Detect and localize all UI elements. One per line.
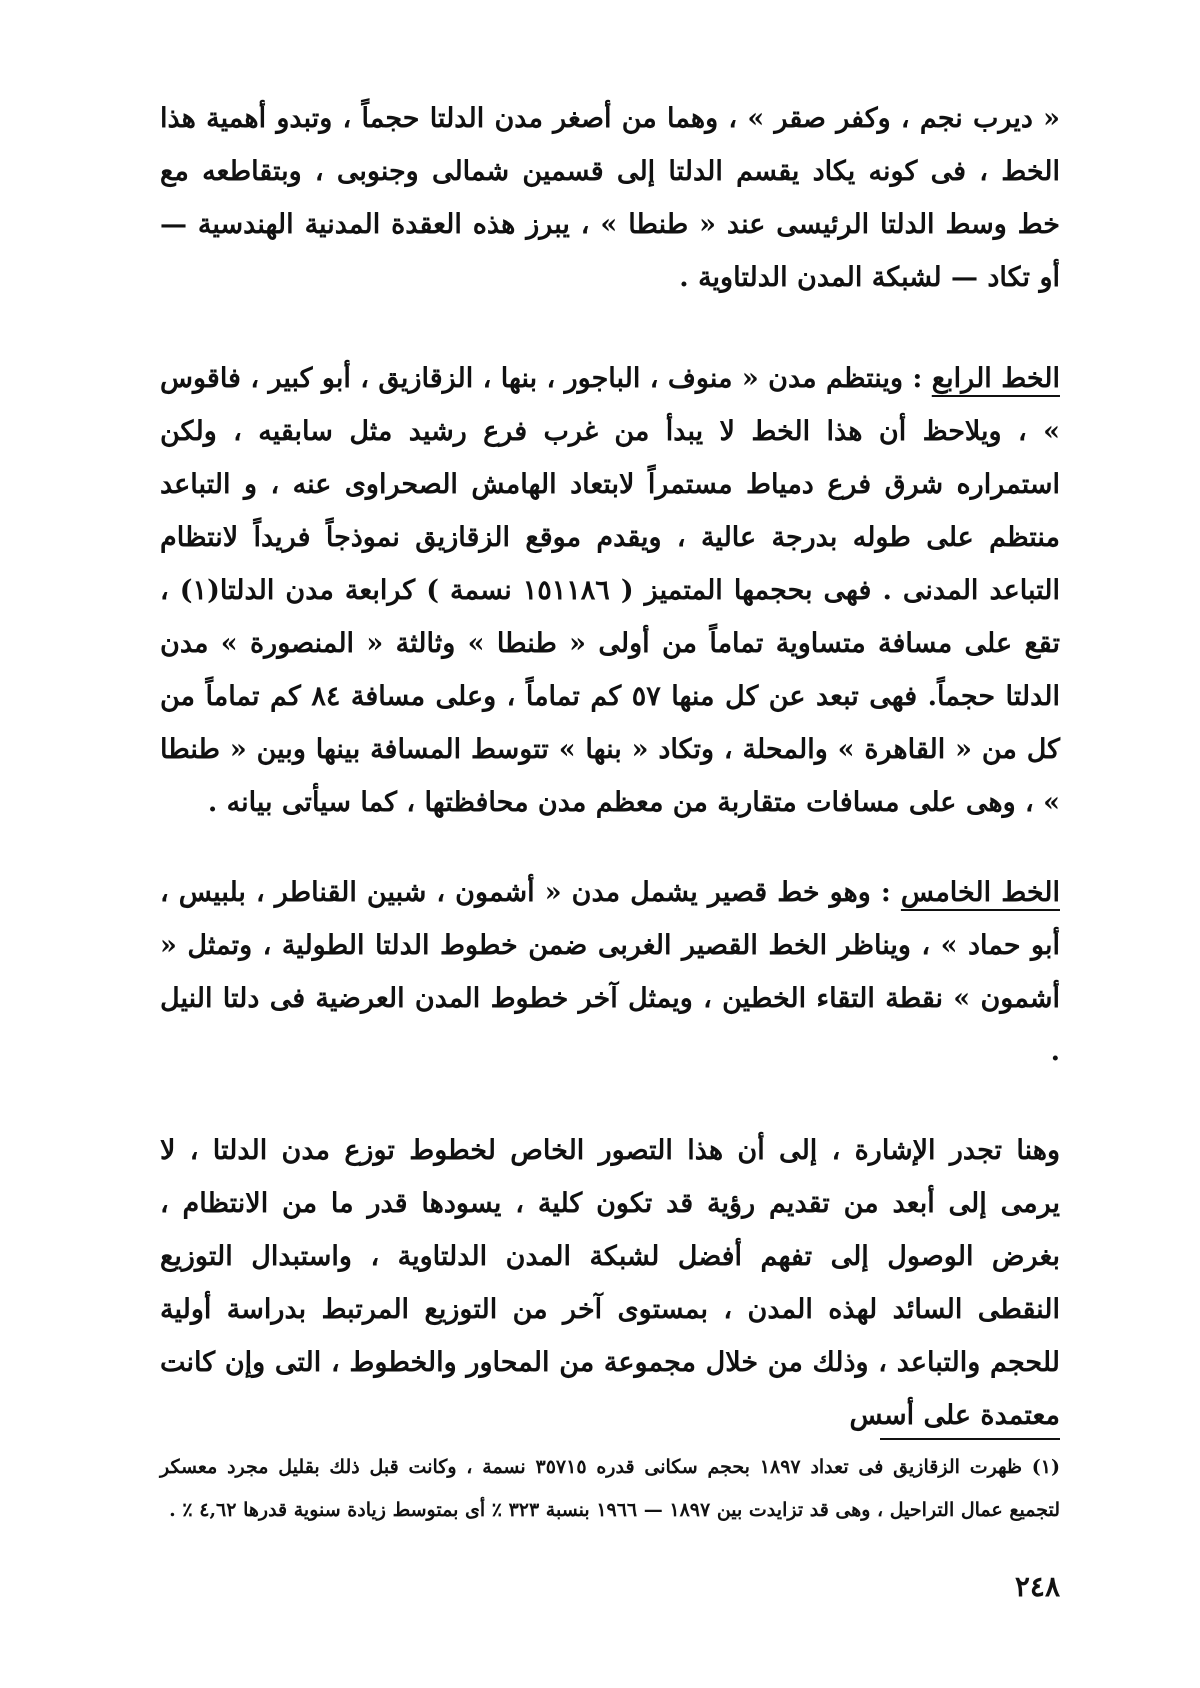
paragraph-4 [160,1124,1060,1442]
paragraph-1 [160,92,1060,304]
paragraph-4-text: وهنا تجدر الإشارة ، إلى أن هذا التصور الخاص لخطوط توزع مدن الدلتا ، لا يرمى إلى أبعد من تقديم رؤية قد تكون كلية ، يسودها قدر ما من الانتظام ، بغرض الوصول إلى تفهم أفضل لشبكة المدن الدلتاوية ، واستبدال التوزيع النقطى السائد لهذه المدن ، بمستوى آخر من التوزيع المرتبط بدراسة أولية للحجم والتباعد ، وذلك من خلال مجموعة من المحاور والخطوط ، التى وإن كانت معتمدة على أسس [160,1135,1060,1431]
page-number: ٢٤٨ [1014,1570,1060,1603]
footnote-divider [880,1438,1060,1440]
section-heading-fifth-line: الخط الخامس [900,877,1060,908]
paragraph-2 [160,352,1060,829]
section-heading-fourth-line: الخط الرابع [931,363,1060,394]
paragraph-2-text: : وينتظم مدن « منوف ، الباجور ، بنها ، الزقازيق ، أبو كبير ، فاقوس » ، ويلاحظ أن هذا الخط لا يبدأ من غرب فرع رشيد مثل سابقيه ، ولكن استمراره شرق فرع دمياط مستمراً لابتعاد الهامش الصحراوى عنه ، و التباعد منتظم على طوله بدرجة عالية ، ويقدم موقع الزقازيق نموذجاً فريداً لانتظام التباعد المدنى . فهى بحجمها المتميز ( ١٥١١٨٦ نسمة ) كرابعة مدن الدلتا(١) ، تقع على مسافة متساوية تماماً من أولى « طنطا » وثالثة « المنصورة » مدن الدلتا حجماً. فهى تبعد عن كل منها ٥٧ كم تماماً ، وعلى مسافة ٨٤ كم تماماً من كل من « القاهرة » والمحلة ، وتكاد « بنها » تتوسط المسافة بينها وبين « طنطا » ، وهى على مسافات متقاربة من معظم مدن محافظتها ، كما سيأتى بيانه . [160,363,1061,818]
paragraph-1-text: « ديرب نجم ، وكفر صقر » ، وهما من أصغر مدن الدلتا حجماً ، وتبدو أهمية هذا الخط ، فى كونه يكاد يقسم الدلتا إلى قسمين شمالى وجنوبى ، وبتقاطعه مع خط وسط الدلتا الرئيسى عند « طنطا » ، يبرز هذه العقدة المدنية الهندسية — أو تكاد — لشبكة المدن الدلتاوية . [160,103,1060,293]
paragraph-3-text: : وهو خط قصير يشمل مدن « أشمون ، شبين القناطر ، بلبيس ، أبو حماد » ، ويناظر الخط القصير الغربى ضمن خطوط الدلتا الطولية ، وتمثل « أشمون » نقطة التقاء الخطين ، ويمثل آخر خطوط المدن العرضية فى دلتا النيل . [160,877,1060,1067]
paragraph-3 [160,866,1060,1078]
footnote-text: (١) ظهرت الزقازيق فى تعداد ١٨٩٧ بحجم سكانى قدره ٣٥٧١٥ نسمة ، وكانت قبل ذلك بقليل مجرد معسكر لتجميع عمال التراحيل ، وهى قد تزايدت بين ١٨٩٧ — ١٩٦٦ بنسبة ٣٢٣ ٪ أى بمتوسط زيادة سنوية قدرها ٤,٦٢ ٪ . [160,1456,1060,1521]
footnote [160,1446,1060,1532]
